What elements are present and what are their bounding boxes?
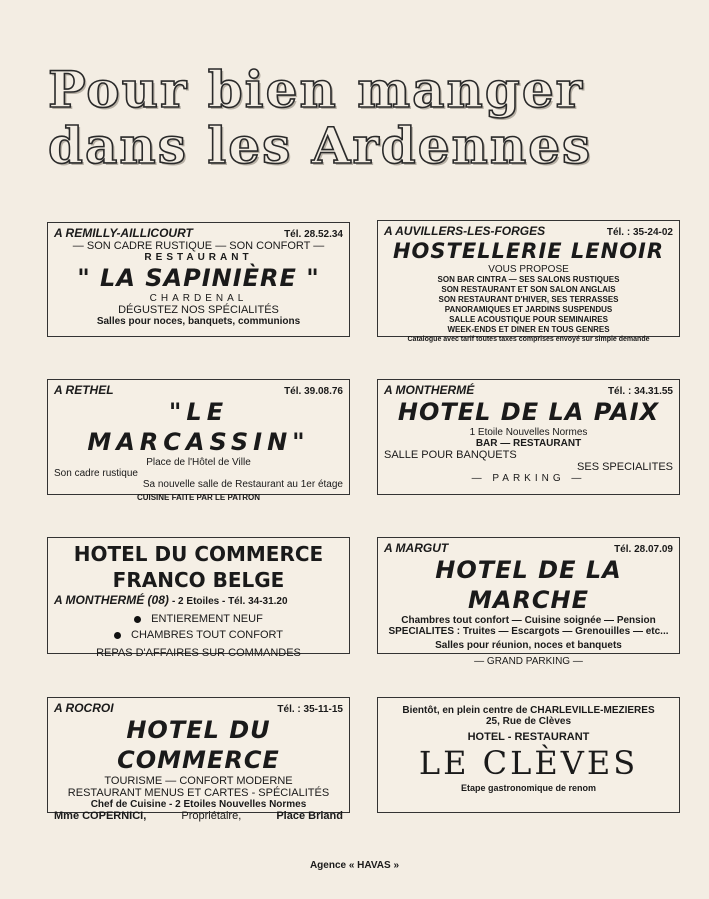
ad-line: SON RESTAURANT D'HIVER, SES TERRASSES	[438, 295, 619, 304]
ad-line: Chef de Cuisine - 2 Etoiles Nouvelles Normes	[90, 799, 307, 810]
ad-line: 1 Etoile Nouvelles Normes	[469, 427, 588, 438]
ad-line: Sa nouvelle salle de Restaurant au 1er étage	[142, 479, 343, 490]
ad-telephone: Tél. 28.52.34	[284, 229, 343, 240]
ad-line: CHAMBRES TOUT CONFORT	[131, 629, 283, 641]
ad-name: "LE MARCASSIN"	[87, 398, 310, 456]
ad-line: SALLE ACOUSTIQUE POUR SEMINAIRES	[449, 315, 608, 324]
ad-owner: Mme COPERNICI,	[54, 810, 147, 822]
ad-line: SON RESTAURANT ET SON SALON ANGLAIS	[441, 285, 616, 294]
ad-le-cleves	[377, 697, 680, 813]
ad-hotel-franco-belge	[47, 537, 350, 659]
ad-name: HOSTELLERIE LENOIR	[392, 239, 665, 263]
ad-line: 25, Rue de Clèves	[485, 716, 572, 727]
ad-telephone: Tél. 28.07.09	[614, 544, 673, 555]
ad-line: Son cadre rustique	[54, 468, 138, 479]
ad-hotel-de-la-paix	[377, 379, 680, 495]
ad-line: DÉGUSTEZ NOS SPÉCIALITÉS	[118, 304, 279, 316]
ad-line: REPAS D'AFFAIRES SUR COMMANDES	[96, 647, 301, 659]
title-line-2: dans les Ardennes	[48, 116, 593, 175]
ad-hotel-du-commerce-rocroi	[47, 697, 350, 822]
ad-line: SES SPECIALITES	[577, 461, 673, 473]
ad-telephone: Tél. 39.08.76	[284, 386, 343, 397]
ad-propose: VOUS PROPOSE	[488, 264, 569, 275]
ad-location: A MONTHERMÉ (08)	[54, 593, 169, 607]
ad-location: A AUVILLERS-LES-FORGES	[384, 224, 546, 238]
bullet-icon	[114, 632, 121, 639]
ad-location: A ROCROI	[54, 701, 114, 715]
ad-line: Chambres tout confort — Cuisine soignée — Pension	[401, 615, 656, 626]
ad-line: TOURISME — CONFORT MODERNE	[104, 775, 293, 787]
ad-location: A REMILLY-AILLICOURT	[54, 226, 193, 240]
ad-location: A MONTHERMÉ	[384, 383, 475, 397]
ad-parking: — PARKING —	[471, 473, 586, 484]
ad-hotel-de-la-marche	[377, 537, 680, 667]
ad-telephone: Tél. : 35-11-15	[277, 704, 343, 715]
ad-location: A MARGUT	[384, 541, 449, 555]
ad-line: HOTEL - RESTAURANT	[467, 731, 590, 743]
ad-address: Place de l'Hôtel de Ville	[146, 457, 251, 468]
footer-agency: Agence « HAVAS »	[309, 860, 400, 871]
ad-line: Salles pour réunion, noces et banquets	[435, 640, 622, 651]
ad-hostellerie-lenoir	[377, 220, 680, 343]
ad-role: Propriétaire,	[181, 810, 242, 822]
ad-place: CHARDENAL	[149, 293, 248, 304]
ad-le-marcassin	[47, 379, 350, 502]
ad-name: HOTEL DU COMMERCE	[117, 716, 280, 774]
ad-line: BAR — RESTAURANT	[475, 438, 582, 449]
ad-line: CUISINE FAITE PAR LE PATRON	[136, 493, 261, 502]
ad-line: Salles pour noces, banquets, communions	[96, 316, 301, 327]
ad-parking: — GRAND PARKING —	[474, 656, 583, 667]
ad-kicker: RESTAURANT	[144, 252, 253, 263]
ad-detail: - 2 Etoiles - Tél. 34-31.20	[171, 596, 288, 607]
ad-location: A RETHEL	[54, 383, 114, 397]
ad-line: Etape gastronomique de renom	[460, 783, 597, 793]
ad-line: SALLE POUR BANQUETS	[384, 449, 517, 461]
ad-place: Place Briand	[276, 810, 343, 822]
ad-line: WEEK-ENDS ET DINER EN TOUS GENRES	[447, 325, 610, 334]
page-title	[48, 62, 648, 174]
ad-telephone: Tél. : 35-24-02	[606, 227, 673, 238]
bullet-icon	[134, 616, 141, 623]
ad-line: SON BAR CINTRA — SES SALONS RUSTIQUES	[437, 275, 620, 284]
ad-tagline: — SON CADRE RUSTIQUE — SON CONFORT —	[72, 240, 325, 252]
ad-line: PANORAMIQUES ET JARDINS SUSPENDUS	[444, 305, 613, 314]
ad-name: " LA SAPINIÈRE "	[77, 264, 320, 292]
ad-name: LE CLÈVES	[418, 744, 639, 782]
ad-name: HOTEL DE LA MARCHE	[435, 556, 622, 614]
ad-catalogue: Catalogue avec tarif toutes taxes comprises envoyé sur simple demande	[407, 336, 650, 343]
ad-name: HOTEL DU COMMERCE FRANCO BELGE	[73, 542, 324, 592]
ad-name: HOTEL DE LA PAIX	[397, 398, 660, 426]
ad-la-sapiniere	[47, 222, 350, 337]
ad-line: RESTAURANT MENUS ET CARTES - SPÉCIALITÉS	[67, 787, 330, 799]
ad-line: Bientôt, en plein centre de CHARLEVILLE-MEZIERES	[402, 705, 655, 716]
ad-line: ENTIEREMENT NEUF	[151, 613, 263, 625]
ad-line: SPECIALITES : Truites — Escargots — Grenouilles — etc...	[388, 626, 669, 637]
ad-telephone: Tél. : 34.31.55	[607, 386, 673, 397]
title-line-1: Pour bien manger	[48, 60, 585, 119]
